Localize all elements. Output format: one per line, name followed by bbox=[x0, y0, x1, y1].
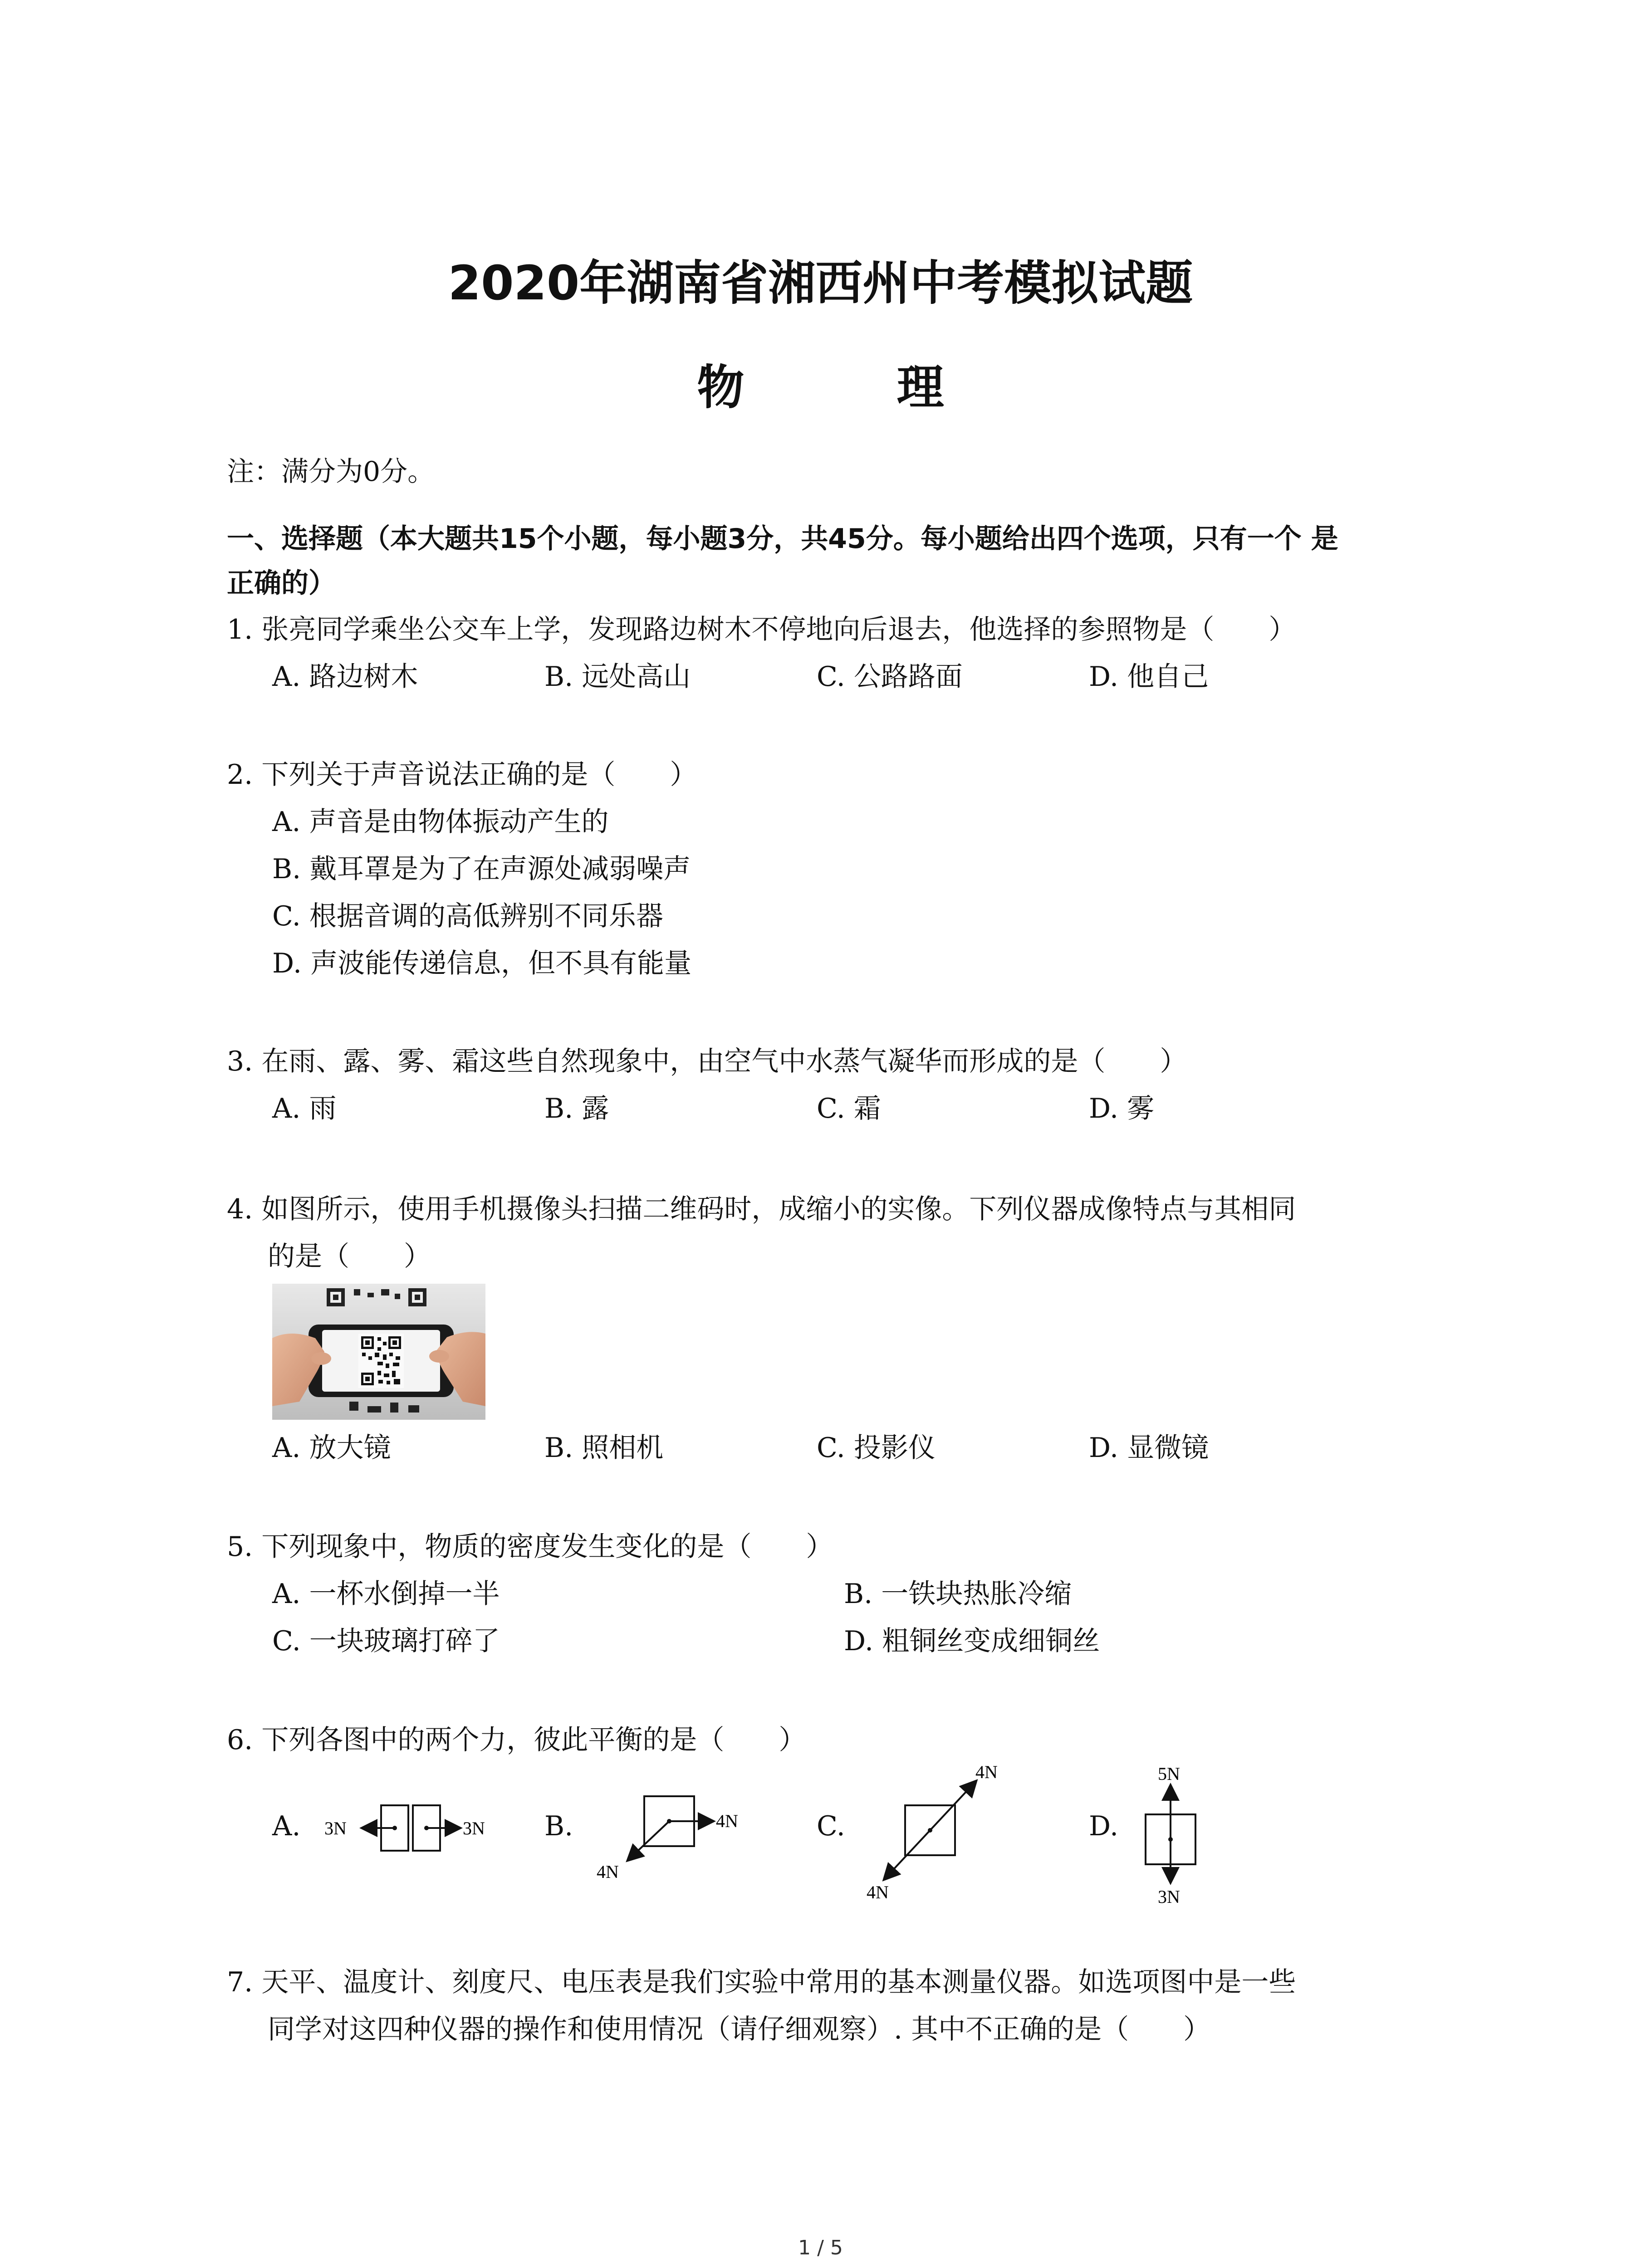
question-2-option-b[interactable]: B. 戴耳罩是为了在声源处减弱噪声 bbox=[272, 853, 691, 885]
force-label-d-top: 5N bbox=[1158, 1764, 1180, 1784]
section-heading-line1: 一、选择题（本大题共15个小题，每小题3分，共45分。每小题给出四个选项，只有一个 是 bbox=[227, 523, 1338, 555]
question-6-stem: 6. 下列各图中的两个力，彼此平衡的是（ ） bbox=[227, 1724, 806, 1756]
question-3-option-d[interactable]: D. 雾 bbox=[1089, 1093, 1155, 1124]
question-2-option-c[interactable]: C. 根据音调的高低辨别不同乐器 bbox=[272, 900, 663, 932]
question-1-option-a[interactable]: A. 路边树木 bbox=[272, 661, 418, 693]
question-5-option-c[interactable]: C. 一块玻璃打碎了 bbox=[272, 1625, 500, 1657]
section-heading-line2: 正确的） bbox=[227, 567, 336, 599]
question-1-stem: 1. 张亮同学乘坐公交车上学，发现路边树木不停地向后退去，他选择的参照物是（ ） bbox=[227, 614, 1296, 645]
score-note: 注：满分为0分。 bbox=[227, 456, 435, 488]
subject-title: 物 理 bbox=[697, 360, 1012, 415]
force-label-b-right: 4N bbox=[716, 1811, 738, 1831]
question-5-option-a[interactable]: A. 一杯水倒掉一半 bbox=[272, 1578, 500, 1610]
question-4-stem-line1: 4. 如图所示，使用手机摄像头扫描二维码时，成缩小的实像。下列仪器成像特点与其相同 bbox=[227, 1193, 1296, 1225]
question-4-option-b[interactable]: B. 照相机 bbox=[544, 1432, 664, 1464]
question-5-option-b[interactable]: B. 一铁块热胀冷缩 bbox=[844, 1578, 1072, 1610]
question-3-stem: 3. 在雨、露、雾、霜这些自然现象中，由空气中水蒸气凝华而形成的是（ ） bbox=[227, 1046, 1187, 1077]
page-number: 1 / 5 bbox=[798, 2236, 843, 2259]
question-3-option-c[interactable]: C. 霜 bbox=[817, 1093, 881, 1124]
force-arrow-down-left bbox=[628, 1821, 669, 1860]
exam-title: 2020年湖南省湘西州中考模拟试题 bbox=[448, 255, 1193, 311]
question-5-stem: 5. 下列现象中，物质的密度发生变化的是（ ） bbox=[227, 1531, 833, 1563]
force-label-a-left: 3N bbox=[324, 1818, 347, 1838]
question-1-option-d[interactable]: D. 他自己 bbox=[1089, 661, 1209, 693]
force-label-c-bottom: 4N bbox=[867, 1882, 889, 1902]
question-4-stem-line2: 的是（ ） bbox=[268, 1241, 431, 1272]
question-2-option-a[interactable]: A. 声音是由物体振动产生的 bbox=[272, 806, 609, 838]
question-3-option-b[interactable]: B. 露 bbox=[544, 1093, 609, 1124]
question-1-option-c[interactable]: C. 公路路面 bbox=[817, 661, 963, 693]
question-7-stem-line2: 同学对这四种仪器的操作和使用情况（请仔细观察）. 其中不正确的是（ ） bbox=[268, 2014, 1211, 2045]
question-1-option-b[interactable]: B. 远处高山 bbox=[544, 661, 691, 693]
force-diagram-d[interactable] bbox=[1139, 1760, 1230, 1911]
qr-scan-photo bbox=[272, 1284, 485, 1420]
question-3-option-a[interactable]: A. 雨 bbox=[272, 1093, 337, 1124]
question-6-option-a[interactable]: A. bbox=[272, 1810, 301, 1842]
question-2-stem: 2. 下列关于声音说法正确的是（ ） bbox=[227, 759, 697, 791]
question-2-option-d[interactable]: D. 声波能传递信息，但不具有能量 bbox=[272, 948, 692, 979]
force-label-d-bottom: 3N bbox=[1158, 1887, 1180, 1907]
force-diagram-b[interactable] bbox=[585, 1769, 767, 1889]
question-7-stem-line1: 7. 天平、温度计、刻度尺、电压表是我们实验中常用的基本测量仪器。如选项图中是一些 bbox=[227, 1966, 1296, 1998]
force-label-a-right: 3N bbox=[463, 1818, 485, 1838]
force-label-c-top: 4N bbox=[975, 1762, 998, 1782]
question-6-option-c[interactable]: C. bbox=[817, 1810, 845, 1842]
question-6-option-b[interactable]: B. bbox=[544, 1810, 573, 1842]
question-6-option-d[interactable]: D. bbox=[1089, 1810, 1119, 1842]
force-diagram-a[interactable] bbox=[318, 1792, 508, 1866]
question-4-option-a[interactable]: A. 放大镜 bbox=[272, 1432, 391, 1464]
question-5-option-d[interactable]: D. 粗铜丝变成细铜丝 bbox=[844, 1625, 1100, 1657]
question-4-option-d[interactable]: D. 显微镜 bbox=[1089, 1432, 1209, 1464]
force-label-b-left: 4N bbox=[597, 1862, 619, 1882]
force-diagram-c[interactable] bbox=[857, 1760, 1030, 1907]
question-4-option-c[interactable]: C. 投影仪 bbox=[817, 1432, 936, 1464]
